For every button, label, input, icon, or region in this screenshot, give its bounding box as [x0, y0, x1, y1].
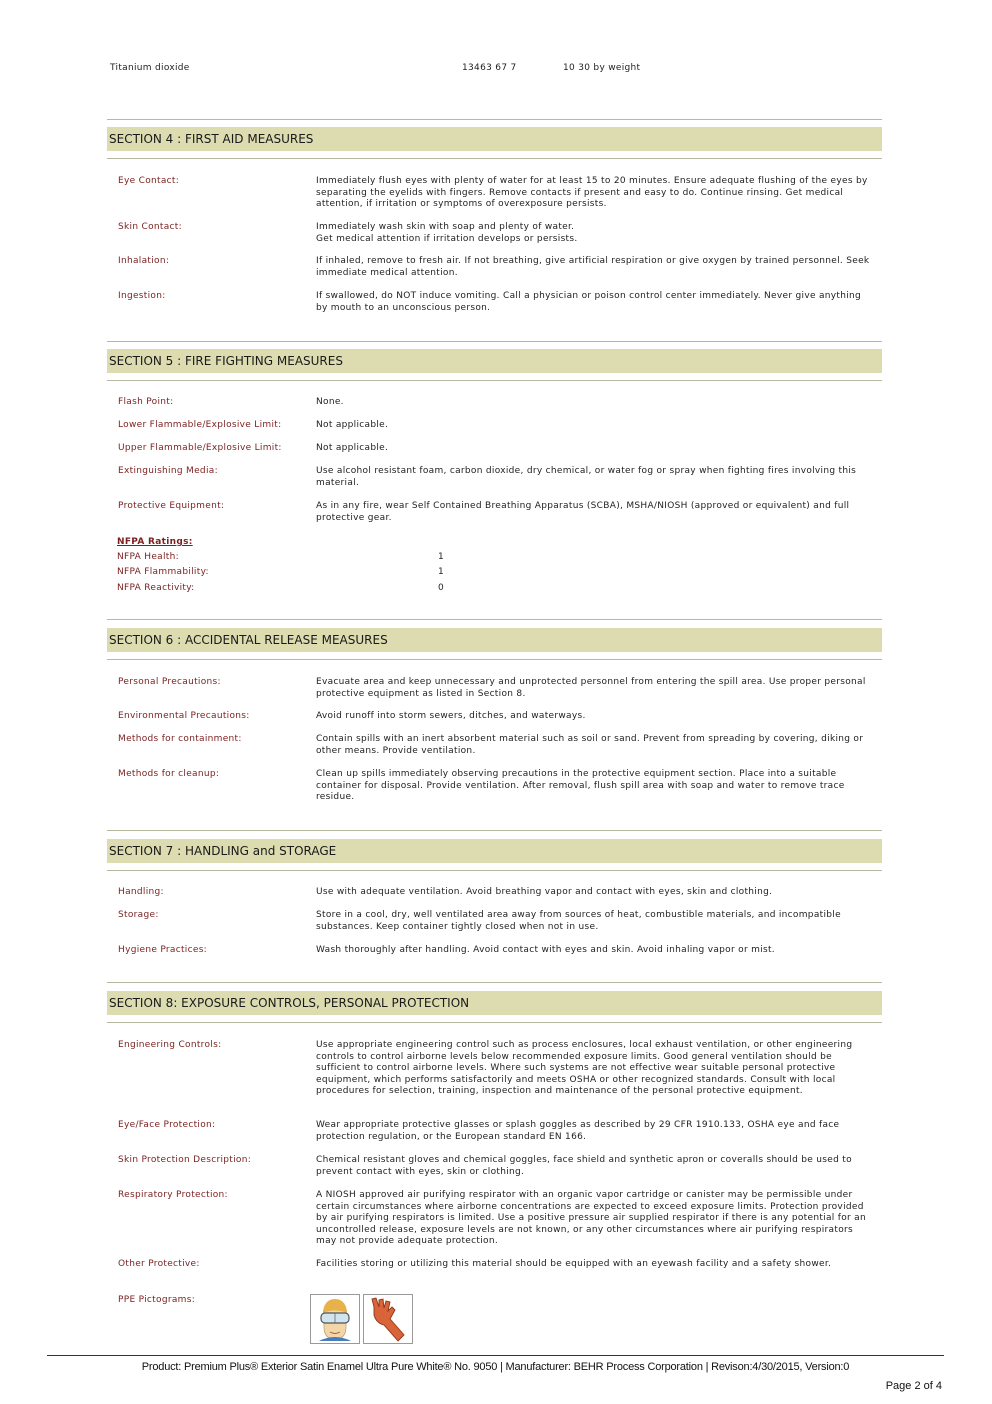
footer-product-info: Product: Premium Plus® Exterior Satin Enamel Ultra Pure White® No. 9050 | Manufacturer: BEHR Process Corporation | Revison:4/30/2015, Version:0 — [141, 1361, 850, 1373]
value-flash-point: None. — [316, 397, 344, 407]
value-environmental-precautions: Avoid runoff into storm sewers, ditches, and waterways. — [316, 711, 586, 721]
label-upper-limit: Upper Flammable/Explosive Limit: — [118, 443, 282, 453]
section-divider — [107, 380, 882, 381]
value-respiratory-protection: A NIOSH approved air purifying respirator with an organic vapor cartridge or canister may be permissible under certain circumstances where airborne concentrations are expected to exceed exposure limits. Protection provided by air purifying respirators is limited. Use a positive pressure air supplied respirator if there is any potential for an uncontrolled release, exposure levels are not known, or any other circumstances where air purifying respirators may not provide adequate protection. — [316, 1190, 866, 1246]
label-lower-limit: Lower Flammable/Explosive Limit: — [118, 420, 282, 430]
value-personal-precautions: Evacuate area and keep unnecessary and unprotected personnel from entering the spill area. Use proper personal protective equipment as listed in Section 8. — [316, 677, 866, 699]
section5-header: SECTION 5 : FIRE FIGHTING MEASURES — [107, 349, 882, 373]
label-other-protective: Other Protective: — [118, 1259, 200, 1269]
value-ingestion: If swallowed, do NOT induce vomiting. Call a physician or poison control center immediately. Never give anything by mouth to an unconscious person. — [316, 291, 862, 313]
cas-number: 13463 67 7 — [462, 63, 517, 73]
section-divider — [107, 619, 882, 620]
chemical-name: Titanium dioxide — [110, 63, 190, 73]
goggles-icon — [310, 1294, 360, 1344]
nfpa-health-label: NFPA Health: — [117, 552, 179, 562]
label-extinguishing-media: Extinguishing Media: — [118, 466, 218, 476]
label-hygiene-practices: Hygiene Practices: — [118, 945, 208, 955]
value-eye-contact: Immediately flush eyes with plenty of water for at least 15 to 20 minutes. Ensure adequate flushing of the eyes by separating the eyelids with fingers. Remove contacts if present and easy to do. Continue rinsing. Get medical attention, if irritation or symptoms of overexposure persists. — [316, 176, 868, 209]
nfpa-reactivity-value: 0 — [438, 583, 445, 593]
label-inhalation: Inhalation: — [118, 256, 170, 266]
section-divider — [107, 1022, 882, 1023]
value-handling: Use with adequate ventilation. Avoid breathing vapor and contact with eyes, skin and clothing. — [316, 887, 773, 897]
section-divider — [107, 830, 882, 831]
value-skin-contact: Immediately wash skin with soap and plenty of water. Get medical attention if irritation develops or persists. — [316, 222, 578, 244]
gloves-icon — [363, 1294, 413, 1344]
value-eye-face-protection: Wear appropriate protective glasses or splash goggles as described by 29 CFR 1910.133, OSHA eye and face protection regulation, or the European standard EN 166. — [316, 1120, 840, 1142]
label-storage: Storage: — [118, 910, 159, 920]
label-eye-contact: Eye Contact: — [118, 176, 180, 186]
value-upper-limit: Not applicable. — [316, 443, 389, 453]
section-divider — [107, 870, 882, 871]
nfpa-flammability-value: 1 — [438, 567, 445, 577]
composition-row — [110, 63, 710, 77]
label-engineering-controls: Engineering Controls: — [118, 1040, 222, 1050]
section-divider — [107, 982, 882, 983]
label-methods-containment: Methods for containment: — [118, 734, 242, 744]
value-protective-equipment: As in any fire, wear Self Contained Breathing Apparatus (SCBA), MSHA/NIOSH (approved or equivalent) and full protective gear. — [316, 501, 850, 523]
section-divider — [107, 341, 882, 342]
section4-header: SECTION 4 : FIRST AID MEASURES — [107, 127, 882, 151]
label-ingestion: Ingestion: — [118, 291, 166, 301]
label-handling: Handling: — [118, 887, 164, 897]
label-ppe-pictograms: PPE Pictograms: — [118, 1295, 196, 1305]
nfpa-flammability-label: NFPA Flammability: — [117, 567, 209, 577]
value-engineering-controls: Use appropriate engineering control such as process enclosures, local exhaust ventilation, or other engineering controls to control airborne levels below recommended exposure limits. Good general ventilation should be sufficient to control airborne levels. Where such systems are not effective wear suitable personal protective equipment, which performs satisfactorily and meets OSHA or other recognized standards. Consult with local procedures for selection, training, inspection and maintenance of the personal protective equipment. — [316, 1040, 853, 1096]
section8-header: SECTION 8: EXPOSURE CONTROLS, PERSONAL PROTECTION — [107, 991, 882, 1015]
value-lower-limit: Not applicable. — [316, 420, 389, 430]
label-personal-precautions: Personal Precautions: — [118, 677, 221, 687]
label-environmental-precautions: Environmental Precautions: — [118, 711, 250, 721]
value-other-protective: Facilities storing or utilizing this material should be equipped with an eyewash facility and a safety shower. — [316, 1259, 832, 1269]
value-methods-containment: Contain spills with an inert absorbent material such as soil or sand. Prevent from spreading by covering, diking or other means. Provide ventilation. — [316, 734, 864, 756]
section-divider — [107, 158, 882, 159]
page-number: Page 2 of 4 — [885, 1380, 942, 1392]
label-skin-contact: Skin Contact: — [118, 222, 182, 232]
value-inhalation: If inhaled, remove to fresh air. If not breathing, give artificial respiration or give oxygen by trained personnel. Seek immediate medical attention. — [316, 256, 870, 278]
label-methods-cleanup: Methods for cleanup: — [118, 769, 220, 779]
label-skin-protection: Skin Protection Description: — [118, 1155, 252, 1165]
value-storage: Store in a cool, dry, well ventilated area away from sources of heat, combustible materials, and incompatible substances. Keep container tightly closed when not in use. — [316, 910, 841, 932]
section-divider — [107, 119, 882, 120]
value-skin-protection: Chemical resistant gloves and chemical goggles, face shield and synthetic apron or coveralls should be used to prevent contact with eyes, skin or clothing. — [316, 1155, 852, 1177]
section6-header: SECTION 6 : ACCIDENTAL RELEASE MEASURES — [107, 628, 882, 652]
label-respiratory-protection: Respiratory Protection: — [118, 1190, 228, 1200]
label-protective-equipment: Protective Equipment: — [118, 501, 225, 511]
value-extinguishing-media: Use alcohol resistant foam, carbon dioxide, dry chemical, or water fog or spray when fighting fires involving this material. — [316, 466, 857, 488]
value-hygiene-practices: Wash thoroughly after handling. Avoid contact with eyes and skin. Avoid inhaling vapor or mist. — [316, 945, 775, 955]
value-methods-cleanup: Clean up spills immediately observing precautions in the protective equipment section. Place into a suitable container for disposal. Provide ventilation. After removal, flush spill area with soap and water to remove trace residue. — [316, 769, 845, 802]
percent-weight: 10 30 by weight — [563, 63, 641, 73]
nfpa-health-value: 1 — [438, 552, 445, 562]
nfpa-ratings-title: NFPA Ratings: — [117, 537, 193, 547]
section-divider — [107, 659, 882, 660]
label-flash-point: Flash Point: — [118, 397, 174, 407]
nfpa-reactivity-label: NFPA Reactivity: — [117, 583, 195, 593]
section7-header: SECTION 7 : HANDLING and STORAGE — [107, 839, 882, 863]
label-eye-face-protection: Eye/Face Protection: — [118, 1120, 216, 1130]
footer-divider — [47, 1355, 944, 1356]
